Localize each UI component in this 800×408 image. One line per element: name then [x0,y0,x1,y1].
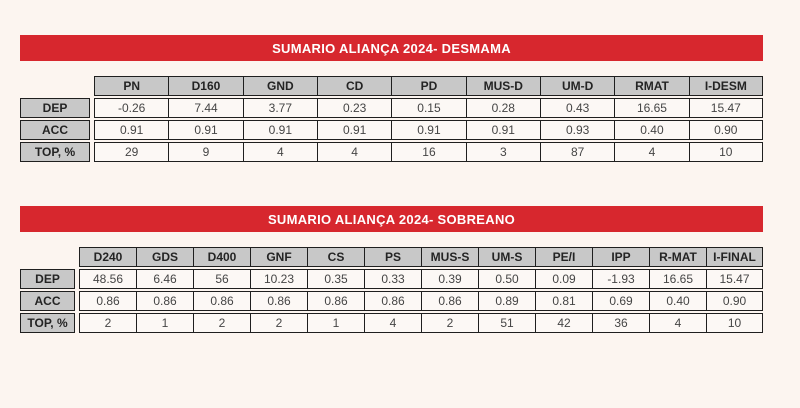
column-header-cell: MUS-S [421,247,478,267]
data-cell: 4 [317,142,391,162]
data-cell: 10 [706,313,763,333]
data-cell: 0.86 [307,291,364,311]
data-cell: 0.91 [168,120,242,140]
column-header-cell: GDS [136,247,193,267]
data-cell: 0.91 [94,120,168,140]
column-header-cell: I-FINAL [706,247,763,267]
summary-table-section [20,206,763,335]
data-cell: 42 [535,313,592,333]
row-label-cell: TOP, % [20,142,90,162]
data-cell: 1 [307,313,364,333]
column-header-cell: MUS-D [466,76,540,96]
data-cell: 0.33 [364,269,421,289]
data-cell: 0.23 [317,98,391,118]
data-cell: 2 [421,313,478,333]
table-row [20,269,763,289]
column-header-cell: GND [243,76,317,96]
data-cell: -0.26 [94,98,168,118]
data-cell: 0.86 [250,291,307,311]
column-header-cell: D240 [79,247,136,267]
data-cell: 3.77 [243,98,317,118]
data-cell: 0.91 [391,120,465,140]
data-cell: 16 [391,142,465,162]
column-header-cell: IPP [592,247,649,267]
data-cell: 2 [193,313,250,333]
data-cell: 0.39 [421,269,478,289]
data-cell: 0.86 [421,291,478,311]
table-title-banner [20,206,763,232]
data-cell: 0.90 [706,291,763,311]
column-header-cell: RMAT [614,76,688,96]
data-cell: 4 [649,313,706,333]
row-label-cell: DEP [20,98,90,118]
column-header-cell: PN [94,76,168,96]
data-cell: 4 [364,313,421,333]
table-title: SUMARIO ALIANÇA 2024- DESMAMA [272,40,511,56]
row-label-cell: DEP [20,269,75,289]
table-header-row [20,76,763,96]
data-cell: 0.91 [243,120,317,140]
data-cell: 0.86 [136,291,193,311]
summary-data-table [20,74,763,164]
data-cell: 7.44 [168,98,242,118]
data-cell: 4 [614,142,688,162]
row-label-cell: ACC [20,291,75,311]
corner-cell [20,247,75,267]
summary-data-table [20,245,763,335]
column-header-cell: UM-S [478,247,535,267]
column-header-cell: PE/I [535,247,592,267]
column-header-cell: GNF [250,247,307,267]
data-cell: 1 [136,313,193,333]
data-cell: 0.09 [535,269,592,289]
data-cell: 10 [689,142,763,162]
column-header-cell: D160 [168,76,242,96]
data-cell: 4 [243,142,317,162]
data-cell: 15.47 [706,269,763,289]
data-cell: 0.81 [535,291,592,311]
data-cell: 0.50 [478,269,535,289]
corner-cell [20,76,90,96]
data-cell: -1.93 [592,269,649,289]
data-cell: 16.65 [649,269,706,289]
table-row [20,120,763,140]
row-label-cell: ACC [20,120,90,140]
summary-table-section [20,35,763,164]
data-cell: 0.91 [466,120,540,140]
table-header-row [20,247,763,267]
data-cell: 0.86 [193,291,250,311]
table-row [20,142,763,162]
column-header-cell: CS [307,247,364,267]
row-label-cell: TOP, % [20,313,75,333]
data-cell: 51 [478,313,535,333]
data-cell: 0.69 [592,291,649,311]
table-row [20,313,763,333]
data-cell: 10.23 [250,269,307,289]
data-cell: 0.90 [689,120,763,140]
data-cell: 15.47 [689,98,763,118]
table-row [20,291,763,311]
data-cell: 0.40 [614,120,688,140]
data-cell: 9 [168,142,242,162]
data-cell: 0.15 [391,98,465,118]
data-cell: 0.93 [540,120,614,140]
column-header-cell: CD [317,76,391,96]
data-cell: 0.89 [478,291,535,311]
data-cell: 16.65 [614,98,688,118]
data-cell: 2 [250,313,307,333]
table-row [20,98,763,118]
data-cell: 0.86 [364,291,421,311]
column-header-cell: UM-D [540,76,614,96]
table-title: SUMARIO ALIANÇA 2024- SOBREANO [267,211,516,227]
data-cell: 56 [193,269,250,289]
data-cell: 0.35 [307,269,364,289]
data-cell: 87 [540,142,614,162]
column-header-cell: PS [364,247,421,267]
data-cell: 6.46 [136,269,193,289]
data-cell: 48.56 [79,269,136,289]
column-header-cell: R-MAT [649,247,706,267]
column-header-cell: I-DESM [689,76,763,96]
data-cell: 0.28 [466,98,540,118]
data-cell: 29 [94,142,168,162]
data-cell: 0.86 [79,291,136,311]
column-header-cell: D400 [193,247,250,267]
column-header-cell: PD [391,76,465,96]
data-cell: 2 [79,313,136,333]
data-cell: 0.91 [317,120,391,140]
data-cell: 3 [466,142,540,162]
data-cell: 36 [592,313,649,333]
table-title-banner [20,35,763,61]
data-cell: 0.40 [649,291,706,311]
data-cell: 0.43 [540,98,614,118]
